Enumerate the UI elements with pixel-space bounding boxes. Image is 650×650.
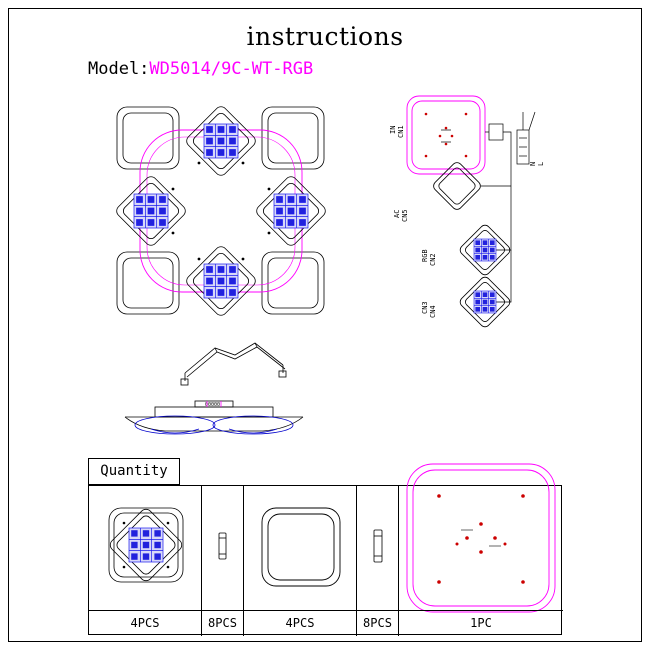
qty-label-3: 4PCS xyxy=(244,610,356,636)
qty-label-1: 4PCS xyxy=(89,610,201,636)
table-row xyxy=(89,486,202,636)
wiring-diagram xyxy=(385,90,560,360)
page-title: instructions xyxy=(246,22,404,51)
svg-text:IN: IN xyxy=(389,125,397,134)
table-row xyxy=(357,486,399,636)
model-row xyxy=(88,59,313,79)
svg-text:CN5: CN5 xyxy=(401,209,409,222)
square-lamp-module-art xyxy=(89,486,201,610)
svg-text:CN1: CN1 xyxy=(397,125,405,138)
svg-text:CN3: CN3 xyxy=(421,301,429,314)
connector-pin-small-art xyxy=(202,486,243,610)
svg-text:AC: AC xyxy=(393,209,401,218)
svg-text:00000: 00000 xyxy=(205,402,221,408)
assembly-diagram xyxy=(95,85,370,450)
connector-pin-large-art xyxy=(357,486,398,610)
model-value: WD5014/9C-WT-RGB xyxy=(149,59,314,79)
svg-text:RGB: RGB xyxy=(421,249,429,262)
svg-text:L: L xyxy=(537,161,545,166)
qty-label-5: 1PC xyxy=(399,610,563,636)
table-row xyxy=(202,486,244,636)
qty-label-2: 8PCS xyxy=(202,610,243,636)
quantity-header xyxy=(88,458,180,485)
svg-text:CN4: CN4 xyxy=(429,305,437,318)
mounting-base-plate-art xyxy=(399,486,563,610)
table-row xyxy=(244,486,357,636)
svg-text:CN2: CN2 xyxy=(429,253,437,266)
quantity-header-label: Quantity xyxy=(100,463,168,479)
square-frame-module-art xyxy=(244,486,356,610)
parts-table xyxy=(88,485,562,635)
table-row xyxy=(399,486,563,636)
model-label: Model: xyxy=(88,59,150,79)
svg-text:N: N xyxy=(529,161,537,166)
qty-label-4: 8PCS xyxy=(357,610,398,636)
